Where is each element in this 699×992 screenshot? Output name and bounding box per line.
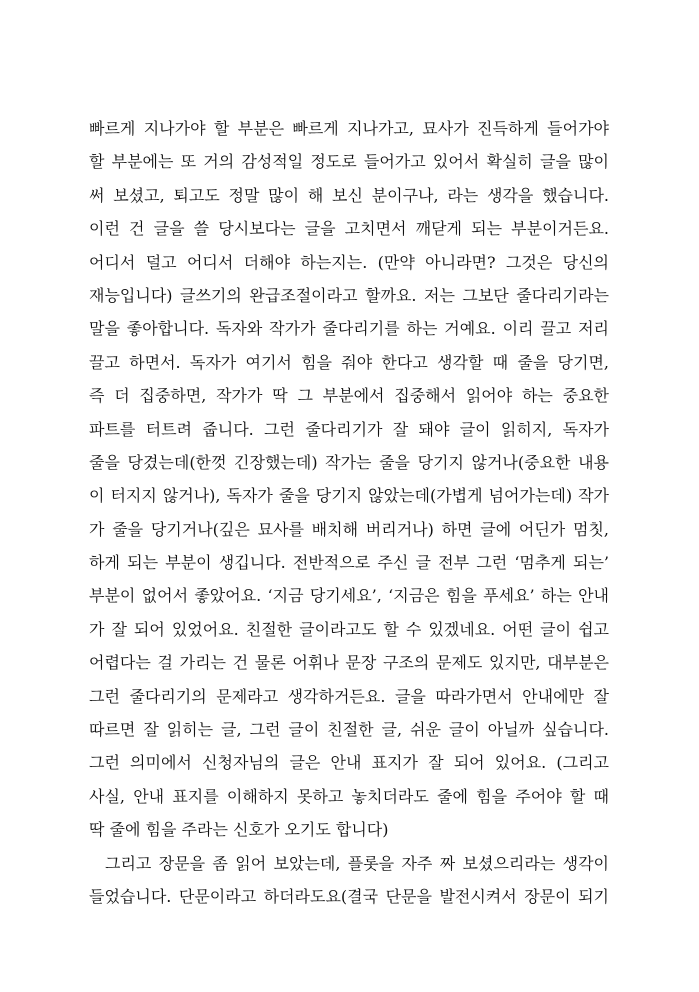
text-line: 끌고 하면서. 독자가 여기서 힘을 줘야 한다고 생각할 때 줄을 당기면, — [89, 352, 609, 372]
text-line: 하게 되는 부분이 생깁니다. 전반적으로 주신 글 전부 그런 ‘멈추게 되는’ — [89, 553, 609, 573]
text-line: 그런 의미에서 신청자님의 글은 안내 표지가 잘 되어 있어요. (그리고 — [89, 753, 609, 773]
text-line: 말을 좋아합니다. 독자와 작가가 줄다리기를 하는 거예요. 이리 끌고 저리 — [89, 319, 609, 339]
text-line: 어렵다는 걸 가리는 건 물론 어휘나 문장 구조의 문제도 있지만, 대부분은 — [89, 653, 609, 673]
text-line: 그런 줄다리기의 문제라고 생각하거든요. 글을 따라가면서 안내에만 잘 — [89, 686, 609, 706]
text-line: 가 줄을 당기거나(깊은 묘사를 배치해 버리거나) 하면 글에 어딘가 멈칫, — [89, 519, 609, 539]
text-line: 줄을 당겼는데(한껏 긴장했는데) 작가는 줄을 당기지 않거나(중요한 내용 — [89, 452, 609, 472]
text-line: 가 잘 되어 있었어요. 친절한 글이라고도 할 수 있겠네요. 어떤 글이 쉽고 — [89, 619, 609, 639]
text-line: 따르면 잘 읽히는 글, 그런 글이 친절한 글, 쉬운 글이 아닐까 싶습니다. — [89, 720, 609, 740]
text-line: 할 부분에는 또 거의 감성적일 정도로 들어가고 있어서 확실히 글을 많이 — [89, 152, 609, 172]
text-line: 빠르게 지나가야 할 부분은 빠르게 지나가고, 묘사가 진득하게 들어가야 — [89, 119, 609, 138]
text-line: 재능입니다) 글쓰기의 완급조절이라고 할까요. 저는 그보단 줄다리기라는 — [89, 285, 609, 305]
text-line: 그리고 장문을 좀 읽어 보았는데, 플롯을 자주 짜 보셨으리라는 생각이 — [105, 853, 609, 873]
text-line: 이런 건 글을 쓸 당시보다는 글을 고치면서 깨닫게 되는 부분이거든요. — [89, 219, 609, 239]
text-line: 사실, 안내 표지를 이해하지 못하고 놓치더라도 줄에 힘을 주어야 할 때 — [89, 786, 609, 806]
text-line: 부분이 없어서 좋았어요. ‘지금 당기세요’, ‘지금은 힘을 푸세요’ 하는 안내 — [89, 586, 609, 606]
body-text — [89, 112, 609, 913]
text-line: 써 보셨고, 퇴고도 정말 많이 해 보신 분이구나, 라는 생각을 했습니다. — [89, 185, 609, 205]
text-line: 즉 더 집중하면, 작가가 딱 그 부분에서 집중해서 읽어야 하는 중요한 — [89, 386, 609, 406]
text-line: 어디서 덜고 어디서 더해야 하는지는. (만약 아니라면? 그것은 당신의 — [89, 252, 609, 272]
text-line: 들었습니다. 단문이라고 하더라도요(결국 단문을 발전시켜서 장문이 되기 — [89, 886, 609, 906]
text-line: 파트를 터트려 줍니다. 그런 줄다리기가 잘 돼야 글이 읽히지, 독자가 — [89, 419, 609, 439]
text-line: 이 터지지 않거나), 독자가 줄을 당기지 않았는데(가볍게 넘어가는데) 작가 — [89, 486, 609, 506]
text-line: 딱 줄에 힘을 주라는 신호가 오기도 합니다) — [89, 820, 389, 840]
